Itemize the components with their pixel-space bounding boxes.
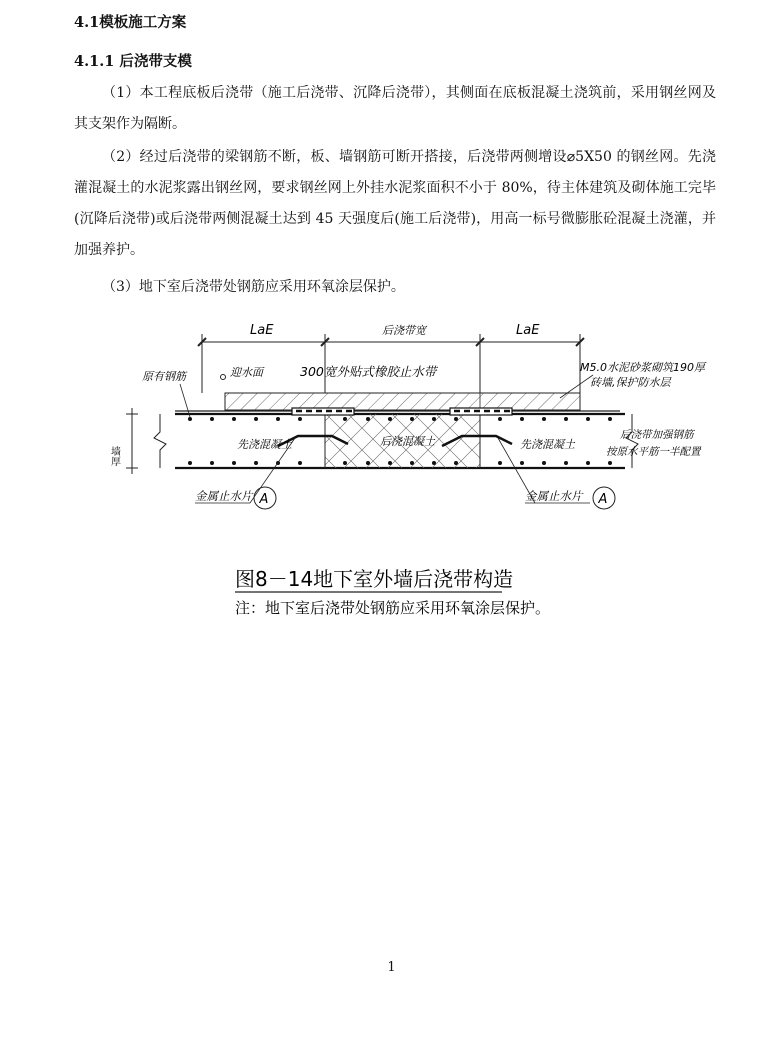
label-reinforce-line2: 按原水平筋一半配置 [606, 446, 701, 458]
paragraph-3: （3）地下室后浇带处钢筋应采用环氧涂层保护。 [102, 279, 405, 295]
dim-lae-right: LaE [516, 323, 540, 338]
subsection-heading: 4.1.1 后浇带支模 [74, 53, 192, 70]
label-existing-rebar: 原有钢筋 [142, 370, 186, 383]
paragraph-1: （1）本工程底板后浇带（施工后浇带、沉降后浇带），其侧面在底板混凝土浇筑前，采用钢丝网及其支架作为隔断。 [74, 85, 716, 132]
svg-text:金属止水片: 金属止水片 [525, 489, 583, 503]
label-wall-thickness: 墙厚 [108, 446, 120, 466]
figure-caption: 图8－14地下室外墙后浇带构造 [235, 567, 514, 591]
page-number: 1 [387, 960, 396, 975]
svg-text:金属止水片: 金属止水片 [195, 489, 253, 503]
label-first-concrete-right: 先浇混凝土 [520, 438, 575, 451]
protective-brick-wall [225, 393, 580, 410]
wall-thickness-dim [126, 408, 138, 474]
dim-lae-left: LaE [250, 323, 274, 338]
paragraph-2: （2）经过后浇带的梁钢筋不断，板、墙钢筋可断开搭接，后浇带两侧增设⌀5X50 的钢丝网。先浇灌混凝土的水泥浆露出钢丝网，要求钢丝网上外挂水泥浆面积不小于 80%，待主体建筑及砌体施工完毕(沉降后浇带)或后浇带两侧混凝土达到 45 天强度后(施工后浇带)，用高一标号微膨胀砼混凝土浇灌，并加强养护。 [74, 149, 716, 258]
label-brick-wall-line1: M5.0水泥砂浆砌筑190厚 [580, 361, 705, 374]
figure-note: 注：地下室后浇带处钢筋应采用环氧涂层保护。 [235, 599, 551, 617]
drawing-svg [108, 318, 740, 628]
label-reinforce-line1: 后浇带加强钢筋 [620, 429, 694, 441]
section-heading: 4.1模板施工方案 [74, 14, 187, 31]
svg-text:A: A [598, 492, 608, 507]
label-water-face: 迎水面 [230, 366, 263, 379]
construction-drawing [108, 318, 740, 628]
svg-text:A: A [259, 492, 269, 507]
label-first-concrete-left: 先浇混凝土 [237, 438, 292, 451]
dim-band-width: 后浇带宽 [382, 324, 426, 337]
label-later-concrete: 后浇混凝土 [380, 435, 435, 448]
label-brick-wall-line2: 砖墙,保护防水层 [590, 376, 671, 389]
label-waterstop-strip: 300宽外贴式橡胶止水带 [300, 364, 437, 379]
